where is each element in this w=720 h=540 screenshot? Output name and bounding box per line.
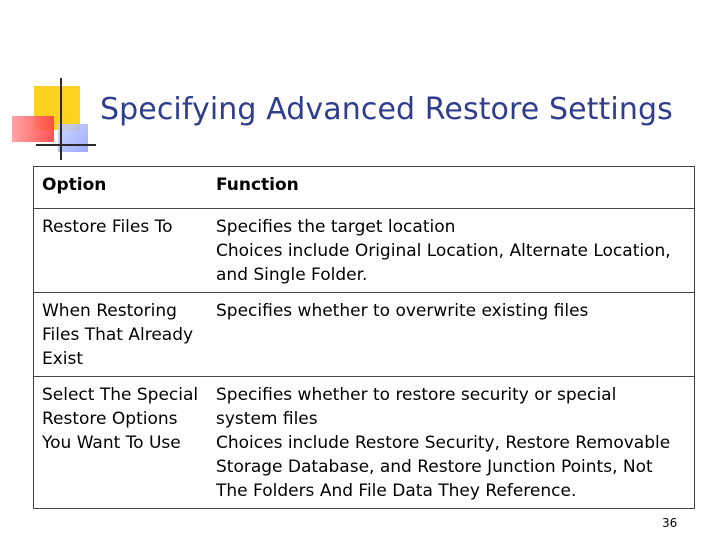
logo-vertical-line xyxy=(60,78,62,160)
slide-title: Specifying Advanced Restore Settings xyxy=(100,92,673,127)
table-header-row xyxy=(34,167,695,209)
table-row xyxy=(34,293,695,377)
header-function: Function xyxy=(216,175,299,195)
option-cell xyxy=(34,209,209,293)
option-text: Select The Special xyxy=(42,385,199,405)
option-text: Restore Options xyxy=(42,409,178,429)
function-text: system files xyxy=(216,409,318,429)
logo-red-square xyxy=(12,116,54,142)
option-text: Exist xyxy=(42,349,84,369)
header-option: Option xyxy=(42,175,107,195)
function-text: Choices include Original Location, Alternate Location, xyxy=(216,241,671,261)
restore-settings-table xyxy=(33,166,695,509)
logo-blue-square xyxy=(58,124,88,152)
option-text: Restore Files To xyxy=(42,217,173,237)
function-text: Specifies whether to overwrite existing files xyxy=(216,301,589,321)
option-cell xyxy=(34,377,209,509)
title-logo-graphic xyxy=(0,0,100,170)
table-row xyxy=(34,209,695,293)
function-text: and Single Folder. xyxy=(216,265,368,285)
function-text: Choices include Restore Security, Restore Removable xyxy=(216,433,671,453)
page-number: 36 xyxy=(662,516,678,530)
logo-horizontal-line xyxy=(36,144,96,146)
function-text: Storage Database, and Restore Junction Points, Not xyxy=(216,457,653,477)
function-cell xyxy=(208,377,695,509)
function-text: Specifies whether to restore security or special xyxy=(216,385,617,405)
table-row xyxy=(34,377,695,509)
option-text: When Restoring xyxy=(42,301,177,321)
option-text: You Want To Use xyxy=(42,433,181,453)
option-cell xyxy=(34,293,209,377)
function-text: Specifies the target location xyxy=(216,217,456,237)
function-cell xyxy=(208,209,695,293)
option-text: Files That Already xyxy=(42,325,194,345)
function-text: The Folders And File Data They Reference. xyxy=(216,481,577,501)
function-cell xyxy=(208,293,695,377)
